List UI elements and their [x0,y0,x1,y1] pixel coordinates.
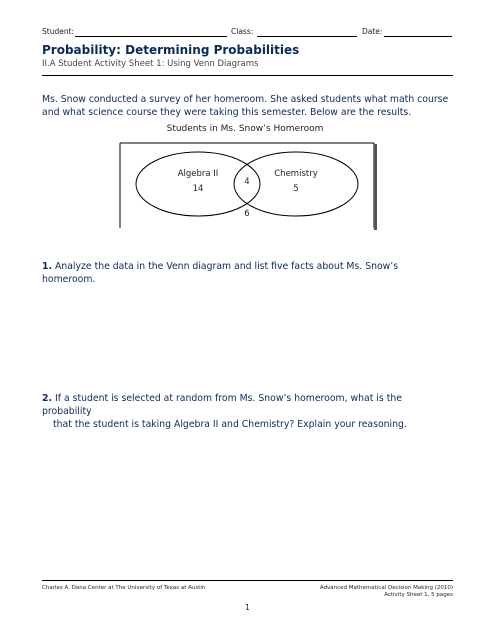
footer-right-line2: Activity Sheet 1, 5 pages [384,592,453,598]
footer-left: Charles A. Dana Center at The University of Texas at Austin [42,585,206,591]
question-1 [42,260,454,286]
footer-divider [42,580,453,581]
overlap-value: 4 [244,177,250,187]
class-name-line[interactable] [257,36,357,37]
algebra-label: Algebra II [177,169,219,179]
page-number: 1 [245,603,250,612]
question-2 [42,392,454,431]
date-line[interactable] [384,36,452,37]
chemistry-label: Chemistry [274,169,318,179]
venn-diagram [118,142,378,232]
student-name-line[interactable] [75,36,227,37]
outside-value: 6 [244,209,250,219]
question-2-number: 2. [42,393,53,404]
student-label: Student: [42,27,75,36]
algebra-value: 14 [192,184,204,194]
date-label: Date: [362,27,383,36]
question-1-number: 1. [42,261,53,272]
title-divider [42,75,453,76]
page-subtitle: II.A Student Activity Sheet 1: Using Venn Diagrams [42,59,259,69]
intro-paragraph: Ms. Snow conducted a survey of her homeroom. She asked students what math course and what science course they were taking this semester. Below are the results. [42,94,449,118]
question-1-text: Analyze the data in the Venn diagram and list five facts about Ms. Snow’s homeroom. [42,261,399,285]
venn-box-shadow [374,144,377,230]
venn-svg [118,142,378,232]
venn-title: Students in Ms. Snow’s Homeroom [166,124,324,134]
question-2-text-line1: If a student is selected at random from Ms. Snow’s homeroom, what is the probability [42,393,402,417]
chemistry-value: 5 [293,184,299,194]
footer-right-line1: Advanced Mathematical Decision Making (2010) [319,585,453,591]
question-2-text-line2: that the student is taking Algebra II and Chemistry? Explain your reasoning. [53,419,407,430]
class-label: Class: [231,27,254,36]
page-title: Probability: Determining Probabilities [42,43,300,57]
